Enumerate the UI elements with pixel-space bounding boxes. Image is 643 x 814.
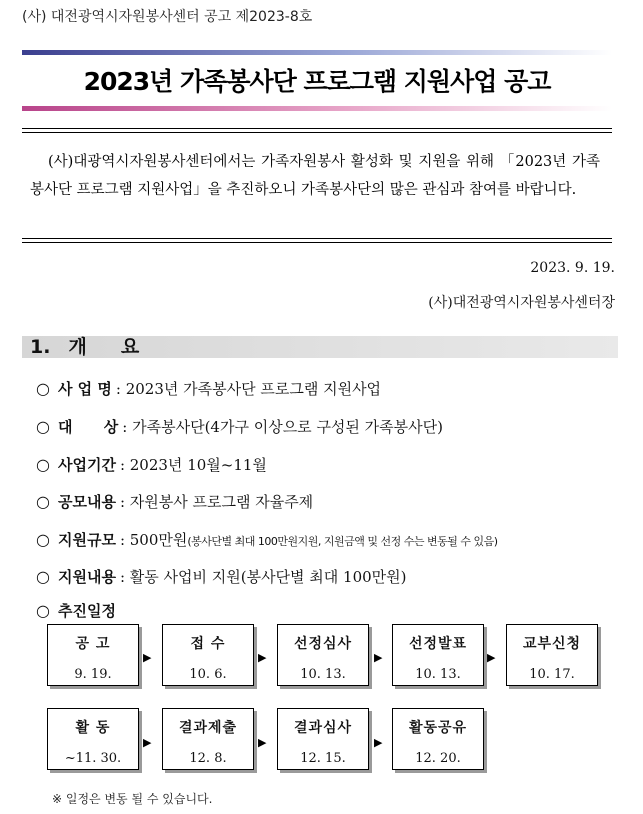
arrow-right-icon: ▶ [258, 736, 267, 749]
stage-name: 결과제출 [178, 720, 238, 736]
section-title [30, 336, 139, 358]
item-label: 공모내용 [57, 493, 116, 511]
arrow-right-icon: ▶ [374, 651, 383, 664]
bullet-circle-icon: ○ [36, 379, 50, 398]
item-target [36, 416, 443, 437]
item-value: : 2023년 가족봉사단 프로그램 지원사업 [115, 380, 382, 398]
item-support [36, 566, 407, 587]
arrow-right-icon: ▶ [374, 736, 383, 749]
bullet-circle-icon: ○ [36, 530, 50, 549]
bullet-circle-icon: ○ [36, 601, 50, 620]
document-number: (사) 대전광역시자원봉사센터 공고 제2023-8호 [22, 9, 313, 25]
stage-date: 12. 20. [415, 751, 461, 766]
stage-name: 결과심사 [293, 720, 353, 736]
stage-date: 9. 19. [74, 667, 112, 682]
bullet-circle-icon: ○ [36, 455, 50, 474]
schedule-stage-receipt [162, 624, 254, 686]
item-schedule [36, 600, 116, 621]
stage-date: 10. 17. [529, 667, 575, 682]
title-gradient-top [22, 50, 612, 55]
schedule-stage-review [277, 624, 369, 686]
intro-text: (사)대광역시자원봉사센터에서는 가족자원봉사 활성화 및 지원을 위해 「2023년 가족봉사단 프로그램 지원사업」을 추진하오니 가족봉사단의 많은 관심과 참여를 바랍니다. [30, 154, 600, 198]
announcement-date: 2023. 9. 19. [530, 260, 615, 276]
item-label: 추진일정 [57, 602, 116, 620]
stage-name: 활 동 [75, 720, 111, 736]
stage-date: 10. 6. [189, 667, 227, 682]
stage-date: 12. 8. [189, 751, 227, 766]
arrow-right-icon: ▶ [487, 651, 496, 664]
intro-box-top-line-2 [22, 132, 612, 133]
stage-date: 10. 13. [415, 667, 461, 682]
section-number: 1. [30, 336, 51, 358]
schedule-stage-activity-share [392, 708, 484, 770]
item-note: (봉사단별 최대 100만원지원, 지원금액 및 선정 수는 변동될 수 있음) [187, 535, 498, 548]
intro-box-bottom-line-1 [22, 238, 612, 239]
item-label: 대 상 [57, 418, 119, 436]
schedule-stage-grant-request [506, 624, 598, 686]
stage-name: 교부신청 [522, 636, 582, 652]
arrow-right-icon: ▶ [258, 651, 267, 664]
stage-date: 10. 13. [300, 667, 346, 682]
stage-name: 공 고 [75, 636, 111, 652]
intro-box-top-line-1 [22, 128, 612, 129]
schedule-footnote: ※ 일정은 변동 될 수 있습니다. [52, 792, 213, 806]
item-scale [36, 529, 498, 550]
page-title: 2023년 가족봉사단 프로그램 지원사업 공고 [83, 67, 551, 96]
schedule-stage-result-submit [162, 708, 254, 770]
schedule-stage-announce [47, 624, 139, 686]
item-label: 지원내용 [57, 568, 116, 586]
stage-name: 활동공유 [408, 720, 468, 736]
schedule-stage-activity [47, 708, 139, 770]
intro-box-bottom-line-2 [22, 242, 612, 243]
bullet-circle-icon: ○ [36, 492, 50, 511]
schedule-stage-result-review [277, 708, 369, 770]
stage-date: 12. 15. [300, 751, 346, 766]
section-title-char-2: 요 [120, 336, 140, 358]
arrow-right-icon: ▶ [143, 651, 152, 664]
item-value: : 가족봉사단(4가구 이상으로 구성된 가족봉사단) [122, 418, 443, 436]
item-content [36, 491, 313, 512]
stage-name: 접 수 [190, 636, 226, 652]
issuer-name: (사)대전광역시자원봉사센터장 [428, 295, 615, 311]
item-label: 지원규모 [57, 531, 116, 549]
item-value: : 활동 사업비 지원(봉사단별 최대 100만원) [119, 568, 407, 586]
title-gradient-bottom [22, 106, 612, 111]
item-value: : 500만원 [119, 531, 188, 549]
stage-name: 선정발표 [408, 636, 468, 652]
section-title-char-1: 개 [68, 336, 87, 358]
item-value: : 자원봉사 프로그램 자율주제 [119, 493, 314, 511]
stage-date: ~11. 30. [64, 751, 122, 766]
bullet-circle-icon: ○ [36, 567, 50, 586]
item-value: : 2023년 10월~11월 [119, 456, 267, 474]
schedule-stage-selection-result [392, 624, 484, 686]
item-label: 사업기간 [57, 456, 116, 474]
item-label: 사 업 명 [57, 380, 112, 398]
item-project-name [36, 378, 381, 399]
bullet-circle-icon: ○ [36, 417, 50, 436]
item-period [36, 454, 267, 475]
stage-name: 선정심사 [293, 636, 353, 652]
arrow-right-icon: ▶ [143, 736, 152, 749]
